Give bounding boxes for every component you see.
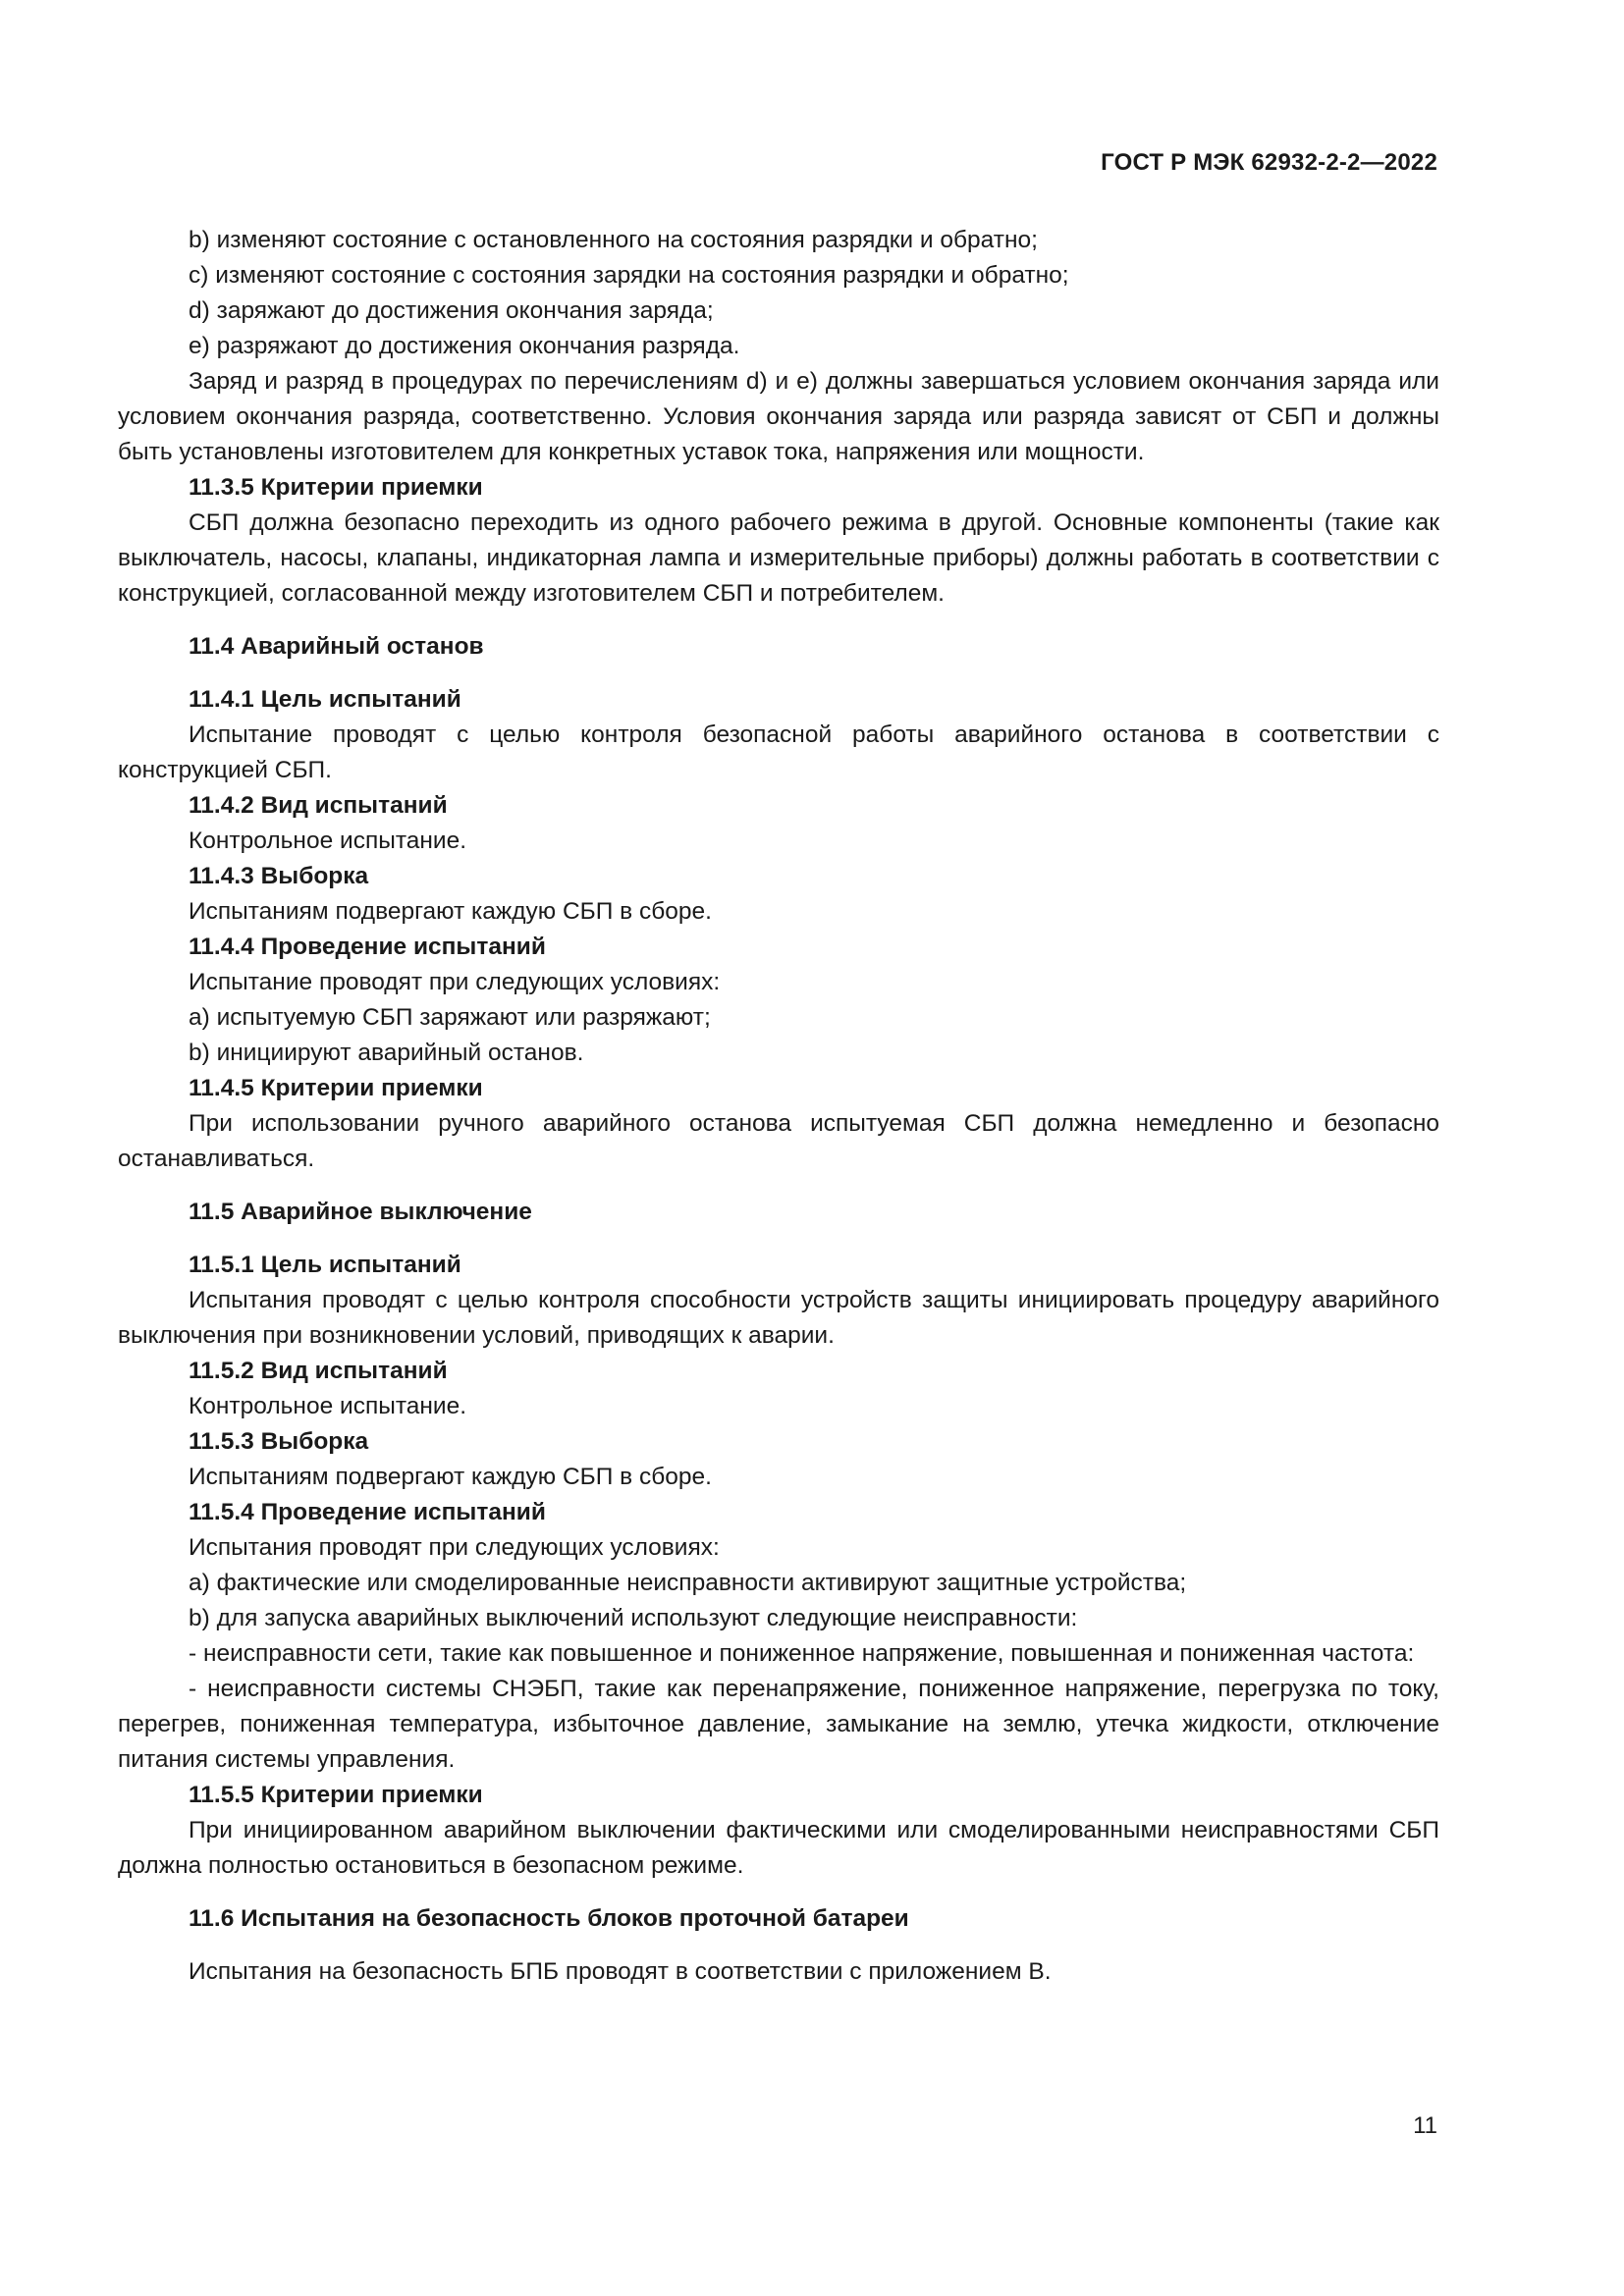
paragraph: При использовании ручного аварийного останова испытуемая СБП должна немедленно и безопасно останавливаться. [118,1110,1439,1172]
section-heading: 11.5 Аварийное выключение [189,1199,532,1225]
page-number: 11 [1413,2112,1437,2139]
paragraph: Контрольное испытание. [189,828,467,854]
list-item: c) изменяют состояние с состояния зарядки на состояния разрядки и обратно; [189,262,1069,289]
section-heading: 11.6 Испытания на безопасность блоков проточной батареи [189,1905,909,1932]
paragraph: Испытания на безопасность БПБ проводят в соответствии с приложением В. [189,1958,1052,1985]
list-item: a) испытуемую СБП заряжают или разряжают; [189,1004,711,1031]
paragraph: Испытаниям подвергают каждую СБП в сборе. [189,898,712,925]
document-header: ГОСТ Р МЭК 62932-2-2—2022 [1101,149,1437,176]
paragraph: Испытание проводят с целью контроля безопасной работы аварийного останова в соответствии с конструкцией СБП. [118,721,1439,783]
subsection-heading: 11.3.5 Критерии приемки [189,474,483,501]
paragraph: Испытания проводят с целью контроля способности устройств защиты инициировать процедуру аварийного выключения при возникновении условий, приводящих к аварии. [118,1287,1439,1349]
dash-list-item: - неисправности сети, такие как повышенное и пониженное напряжение, повышенная и пониженная частота: [189,1640,1415,1667]
subsection-heading: 11.4.5 Критерии приемки [189,1075,483,1101]
paragraph: Испытания проводят при следующих условиях: [189,1534,720,1561]
paragraph: Испытание проводят при следующих условиях: [189,969,721,995]
list-item: e) разряжают до достижения окончания разряда. [189,333,740,359]
subsection-heading: 11.4.2 Вид испытаний [189,792,448,819]
subsection-heading: 11.5.2 Вид испытаний [189,1358,448,1384]
paragraph: СБП должна безопасно переходить из одного рабочего режима в другой. Основные компоненты (такие как выключатель, насосы, клапаны, индикаторная лампа и измерительные приборы) должны работать в соответствии с конструкцией, согласованной между изготовителем СБП и потребителем. [118,509,1439,607]
subsection-heading: 11.5.5 Критерии приемки [189,1782,483,1808]
document-body [118,223,1439,1990]
paragraph: Испытаниям подвергают каждую СБП в сборе. [189,1464,712,1490]
paragraph: Заряд и разряд в процедурах по перечислениям d) и e) должны завершаться условием окончания заряда или условием окончания разряда, соответственно. Условия окончания заряда или разряда зависят от СБП и должны быть установлены изготовителем для конкретных уставок тока, напряжения или мощности. [118,368,1439,465]
paragraph: При инициированном аварийном выключении фактическими или смоделированными неисправностями СБП должна полностью остановиться в безопасном режиме. [118,1817,1439,1879]
subsection-heading: 11.5.3 Выборка [189,1428,369,1455]
subsection-heading: 11.4.3 Выборка [189,863,369,889]
list-item: a) фактические или смоделированные неисправности активируют защитные устройства; [189,1570,1187,1596]
paragraph: Контрольное испытание. [189,1393,467,1419]
section-heading: 11.4 Аварийный останов [189,633,484,660]
subsection-heading: 11.5.1 Цель испытаний [189,1252,461,1278]
list-item: b) для запуска аварийных выключений используют следующие неисправности: [189,1605,1078,1631]
subsection-heading: 11.5.4 Проведение испытаний [189,1499,546,1525]
list-item: b) инициируют аварийный останов. [189,1040,584,1066]
dash-list-item: - неисправности системы СНЭБП, такие как перенапряжение, пониженное напряжение, перегрузка по току, перегрев, пониженная температура, избыточное давление, замыкание на землю, утечка жидкости, отключение питания системы управления. [118,1676,1439,1773]
subsection-heading: 11.4.4 Проведение испытаний [189,934,546,960]
subsection-heading: 11.4.1 Цель испытаний [189,686,461,713]
list-item: b) изменяют состояние с остановленного на состояния разрядки и обратно; [189,227,1038,253]
list-item: d) заряжают до достижения окончания заряда; [189,297,714,324]
